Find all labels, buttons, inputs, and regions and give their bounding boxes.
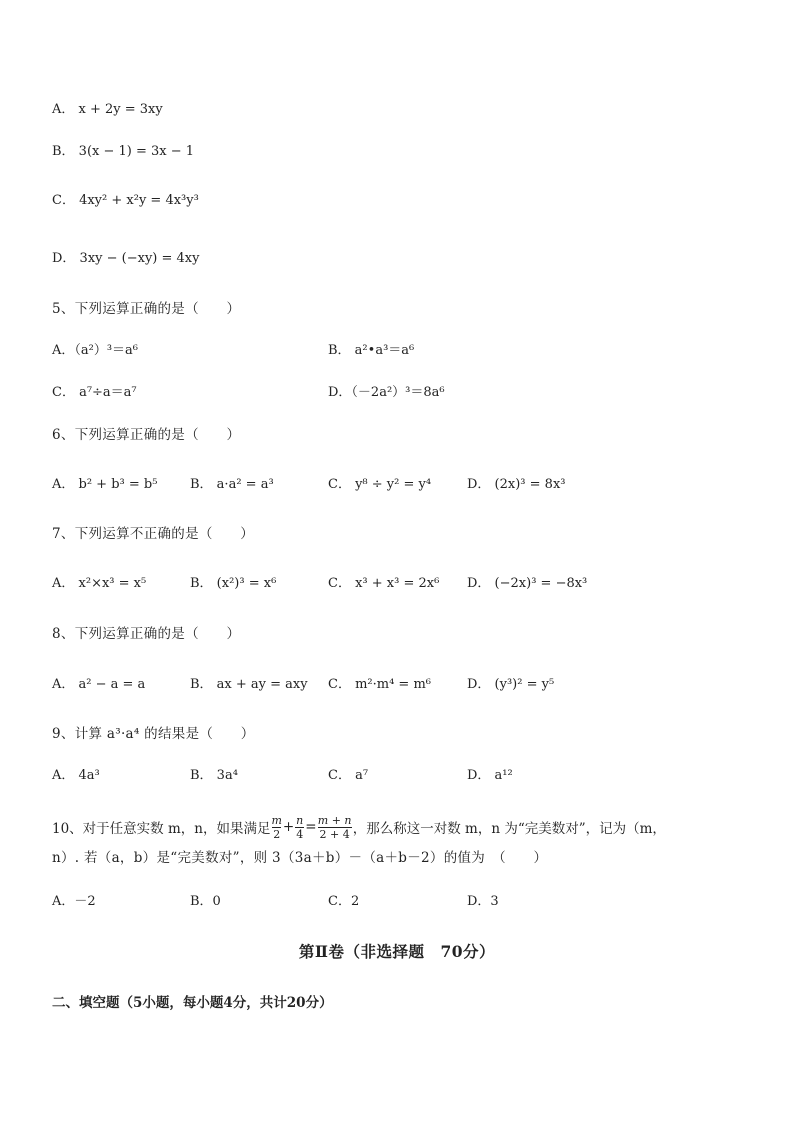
q10-stem-part2: ，那么称这一对数 m，n 为“完美数对”，记为（m， [352,821,666,837]
frac2-numerator: n [296,813,304,827]
frac3-numerator: m + n [317,813,352,827]
fraction-m-over-2 [271,814,281,841]
q6-option-d: D． (2x)³ = 8x³ [467,477,566,492]
q4-option-d: D． 3xy − (−xy) = 4xy [52,251,200,266]
q5-stem: 5、下列运算正确的是（ ） [52,301,241,317]
q6-stem: 6、下列运算正确的是（ ） [52,427,241,443]
frac3-denominator: 2 + 4 [319,827,350,841]
fraction-n-over-4 [295,814,304,841]
q4-option-a: A． x + 2y = 3xy [52,102,163,117]
plus-sign: + [282,819,295,835]
q7-option-c: C． x³ + x³ = 2x⁶ [328,576,440,591]
q7-option-b: B． (x²)³ = x⁶ [190,576,277,591]
q10-stem-line2: n）. 若（a，b）是“完美数对”，则 3（3a＋b）－（a＋b－2）的值为 （ ） [52,850,548,866]
q10-option-d: D．3 [467,894,499,909]
fraction-sum [318,814,352,841]
frac1-numerator: m [271,813,282,827]
q4-option-c: C． 4xy² + x²y = 4x³y³ [52,193,199,208]
q5-option-d: D．（－2a²）³＝8a⁶ [328,385,445,400]
q7-option-a: A． x²×x³ = x⁵ [52,576,147,591]
q10-stem-part1: 10、对于任意实数 m，n，如果满足 [52,821,271,837]
q4-option-b: B． 3(x − 1) = 3x − 1 [52,144,195,159]
q5-option-b: B． a²•a³＝a⁶ [328,343,415,358]
equals-sign: = [305,819,317,835]
q9-option-a: A． 4a³ [52,768,100,783]
q8-stem: 8、下列运算正确的是（ ） [52,626,241,642]
q5-option-a: A．（a²）³＝a⁶ [52,343,139,358]
q6-option-c: C． y⁸ ÷ y² = y⁴ [328,477,432,492]
q10-option-b: B．0 [190,894,221,909]
q5-option-c: C． a⁷÷a＝a⁷ [52,385,137,400]
q9-option-d: D． a¹² [467,768,513,783]
frac2-denominator: 4 [296,827,304,841]
part-title: 二、填空题（5小题，每小题4分，共计20分） [52,995,333,1011]
q7-option-d: D． (−2x)³ = −8x³ [467,576,588,591]
q6-option-b: B． a·a² = a³ [190,477,274,492]
q10-option-c: C．2 [328,894,360,909]
q8-option-a: A． a² − a = a [52,677,146,692]
q10-stem-line1 [52,812,666,842]
q7-stem: 7、下列运算不正确的是（ ） [52,526,255,542]
q8-option-b: B． ax + ay = axy [190,677,308,692]
q8-option-d: D． (y³)² = y⁵ [467,677,555,692]
q8-option-c: C． m²·m⁴ = m⁶ [328,677,431,692]
q10-option-a: A．－2 [52,894,96,909]
section-title: 第Ⅱ卷（非选择题 70分） [298,942,496,961]
q6-option-a: A． b² + b³ = b⁵ [52,477,158,492]
q9-option-c: C． a⁷ [328,768,369,783]
q9-stem: 9、计算 a³·a⁴ 的结果是（ ） [52,726,255,742]
frac1-denominator: 2 [273,827,281,841]
q9-option-b: B． 3a⁴ [190,768,238,783]
